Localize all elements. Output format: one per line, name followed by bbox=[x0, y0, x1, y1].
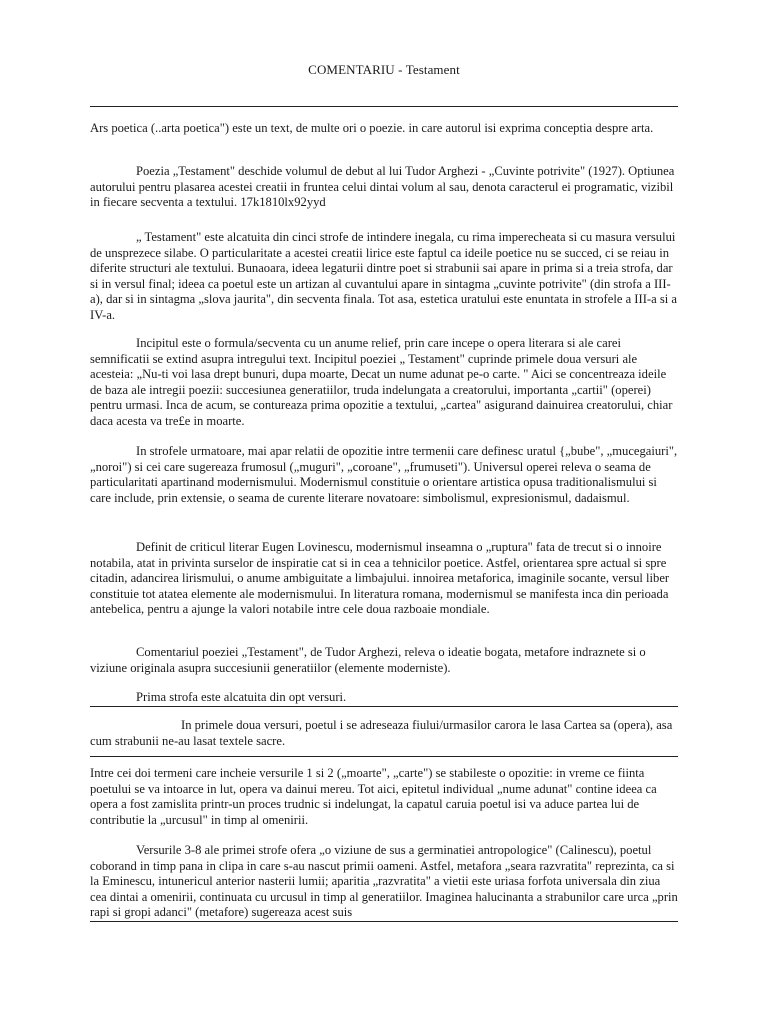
paragraph-modernism: Definit de criticul literar Eugen Lovinescu, modernismul inseamna o „ruptura" fata de trecut si o innoire notabila, atat in privinta surselor de inspiratie cat si in cea a tehnicilor poetice. Astfel, orientarea spre actual si spre citadin, adancirea lirismului, o anume ambiguitate a limbajului. innoirea metaforica, imaginile socante, versul liber constituie tot atatea elemente ale modernismului. In literatura romana, modernismul se manifesta inca din perioada antebelica, pentru a ajunge la valori notabile intre cele doua razboaie mondiale. bbox=[90, 540, 670, 617]
paragraph-structure: „ Testament" este alcatuita din cinci strofe de intindere inegala, cu rima imperecheata si cu masura versului de unsprezece silabe. O particularitate a acestei creatii lirice este faptul ca ideile poetice nu se succed, ci se reiau in diferite structuri ale textului. Bunaoara, ideea legaturii dintre poet si strabunii sai apare in prima si a treia strofa, dar si in versul final; ideea ca poetul este un artizan al cuvantului apare in sintagma „cuvinte potrivite" (din strofa a III-a), dar si in sintagma „slova jaurita", din secventa finala. Tot asa, estetica uratului este enuntata in strofele a III-a si a IV-a. bbox=[90, 230, 677, 322]
paragraph-ars-poetica: Ars poetica (..arta poetica") este un text, de multe ori o poezie. in care autorul isi exprima conceptia despre arta. bbox=[90, 121, 654, 135]
top-divider bbox=[90, 106, 678, 107]
paragraph-incipit: Incipitul este o formula/secventa cu un anume relief, prin care incepe o opera literara si ale carei semnificatii se extind asupra intregului text. Incipitul poeziei „ Testament" cuprinde primele doua versuri ale acesteia: „Nu-ti voi lasa drept bunuri, dupa moarte, Decat un nume adunat pe-o carte. " Aici se concentreaza ideile de baza ale intregii poezii: succesiunea generatiilor, truda indelungata a creatorului, importanta „cartii" (operei) pentru urmasi. Inca de acum, se contureaza prima opozitie a textului, „cartea" asigurand dainuirea creatorului, chiar daca acesta va tre£e in moarte. bbox=[90, 336, 673, 428]
section-divider-1 bbox=[90, 706, 678, 707]
bottom-divider bbox=[90, 921, 678, 922]
document-title: COMENTARIU - Testament bbox=[308, 62, 460, 77]
paragraph-intro-testament: Poezia „Testament" deschide volumul de debut al lui Tudor Arghezi - „Cuvinte potrivite" (1927). Optiunea autorului pentru plasarea acestei creatii in fruntea celui dintai volum al sau, denota caracterul ei programatic, vizibil in fiecare secventa a textului. 17k1810lx92yyd bbox=[90, 164, 675, 210]
paragraph-comentariu: Comentariul poeziei „Testament", de Tudor Arghezi, releva o ideatie bogata, metafore indraznete si o viziune originala asupra succesiunii generatiilor (elemente moderniste). bbox=[90, 645, 646, 675]
paragraph-versurile-3-8: Versurile 3-8 ale primei strofe ofera „o viziune de sus a germinatiei antropologice" (Calinescu), poetul coborand in timp pana in clipa in care s-au nascut primii oameni. Astfel, metafora „seara razvratita" reprezinta, ca si la Eminescu, intunericul anterior nasterii lumii; aparitia „razvratita" a vietii este uriasa forfota universala din ziua cea dintai a omenirii, continuata cu urcusul in timp al generatiilor. Imaginea halucinanta a strabunilor care urca „prin rapi si gropi adanci" (metafore) sugereaza acest suis bbox=[90, 843, 678, 920]
paragraph-prima-strofa: Prima strofa este alcatuita din opt versuri. bbox=[136, 690, 347, 704]
paragraph-opozitii: In strofele urmatoare, mai apar relatii de opozitie intre termenii care definesc uratul {„bube", „mucegaiuri", „noroi") si cei care sugereaza frumosul („muguri", „coroane", „frumuseti"). Universul operei releva o seama de particularitati apartinand modernismului. Modernismul constituie o orientare artistica opusa traditionalismului si care include, prin extensie, o seama de curente literare novatoare: simbolismul, expresionismul, dadaismul. bbox=[90, 444, 678, 505]
section-divider-2 bbox=[90, 756, 678, 757]
paragraph-primele-versuri: In primele doua versuri, poetul i se adreseaza fiului/urmasilor carora le lasa Cartea sa (opera), asa cum strabunii ne-au lasat textele sacre. bbox=[90, 718, 673, 748]
paragraph-opozitie-moarte-carte: Intre cei doi termeni care incheie versurile 1 si 2 („moarte", „carte") se stabileste o opozitie: in vreme ce fiinta poetului se va intoarce in lut, opera va dainui mereu. Tot aici, epitetul individual „nume adunat" contine ideea ca opera a fost zamislita printr-un proces trudnic si indelungat, la capatul caruia poetul isi va aduce partea lui de contributie la „urcusul" in timp al omenirii. bbox=[90, 766, 657, 827]
